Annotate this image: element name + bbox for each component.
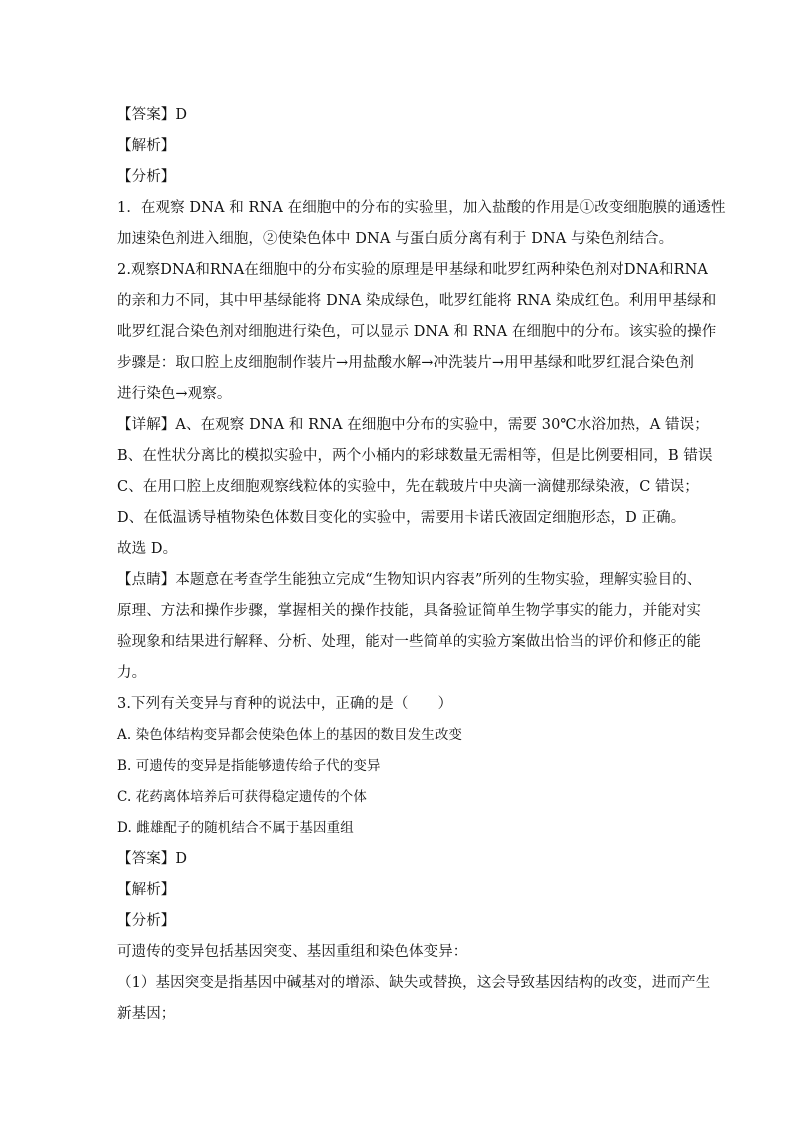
text-line: 加速染色剂进入细胞，②使染色体中 DNA 与蛋白质分离有利于 DNA 与染色剂结合。 [117,231,674,247]
question-stem: 3.下列有关变异与育种的说法中，正确的是（ ） [117,696,453,712]
detail-line: D、在低温诱导植物染色体数目变化的实验中，需要用卡诺氏液固定细胞形态，D 正确。 [117,510,686,526]
analysis-heading: 【解析】 [117,138,176,154]
text-line: 2.观察DNA和RNA在细胞中的分布实验的原理是甲基绿和吡罗红两种染色剂对DNA和RNA [117,262,708,278]
text-line: 新基因； [117,1006,176,1022]
comment-line: 力。 [117,665,147,681]
detail-line: 故选 D。 [117,541,178,557]
analysis-heading: 【解析】 [117,882,176,898]
analysis-subheading: 【分析】 [117,913,176,929]
text-line: 进行染色→观察。 [117,386,232,402]
option-b: B. 可遗传的变异是指能够遗传给子代的变异 [117,758,381,774]
document-body [117,100,726,1030]
option-a: A. 染色体结构变异都会使染色体上的基因的数目发生改变 [117,727,463,743]
answer-label: 【答案】D [117,107,188,123]
option-d: D. 雌雄配子的随机结合不属于基因重组 [117,820,354,836]
text-line: 步骤是：取口腔上皮细胞制作装片→用盐酸水解→冲洗装片→用甲基绿和吡罗红混合染色剂 [117,355,694,371]
detail-line: C、在用口腔上皮细胞观察线粒体的实验中，先在载玻片中央滴一滴健那绿染液，C 错误； [117,479,699,495]
text-line: 吡罗红混合染色剂对细胞进行染色，可以显示 DNA 和 RNA 在细胞中的分布。该实验的操作 [117,324,717,340]
text-line: 1．在观察 DNA 和 RNA 在细胞中的分布的实验里，加入盐酸的作用是①改变细胞膜的通透性 [117,200,726,216]
option-c: C. 花药离体培养后可获得稳定遗传的个体 [117,789,367,805]
comment-line: 验现象和结果进行解释、分析、处理，能对一些简单的实验方案做出恰当的评价和修正的能 [117,634,701,650]
answer-label: 【答案】D [117,851,188,867]
text-line: 的亲和力不同，其中甲基绿能将 DNA 染成绿色，吡罗红能将 RNA 染成红色。利用甲基绿和 [117,293,717,309]
detail-line: 【详解】A、在观察 DNA 和 RNA 在细胞中分布的实验中，需要 30℃水浴加热，A 错误； [117,417,709,433]
comment-line: 【点睛】本题意在考查学生能独立完成“生物知识内容表”所列的生物实验，理解实验目的、 [117,572,702,588]
detail-line: B、在性状分离比的模拟实验中，两个小桶内的彩球数量无需相等，但是比例要相同，B 错误 [117,448,713,464]
comment-line: 原理、方法和操作步骤，掌握相关的操作技能，具备验证简单生物学事实的能力，并能对实 [117,603,701,619]
text-line: 可遗传的变异包括基因突变、基因重组和染色体变异： [117,944,468,960]
analysis-subheading: 【分析】 [117,169,176,185]
text-line: （1）基因突变是指基因中碱基对的增添、缺失或替换，这会导致基因结构的改变，进而产生 [117,975,711,991]
